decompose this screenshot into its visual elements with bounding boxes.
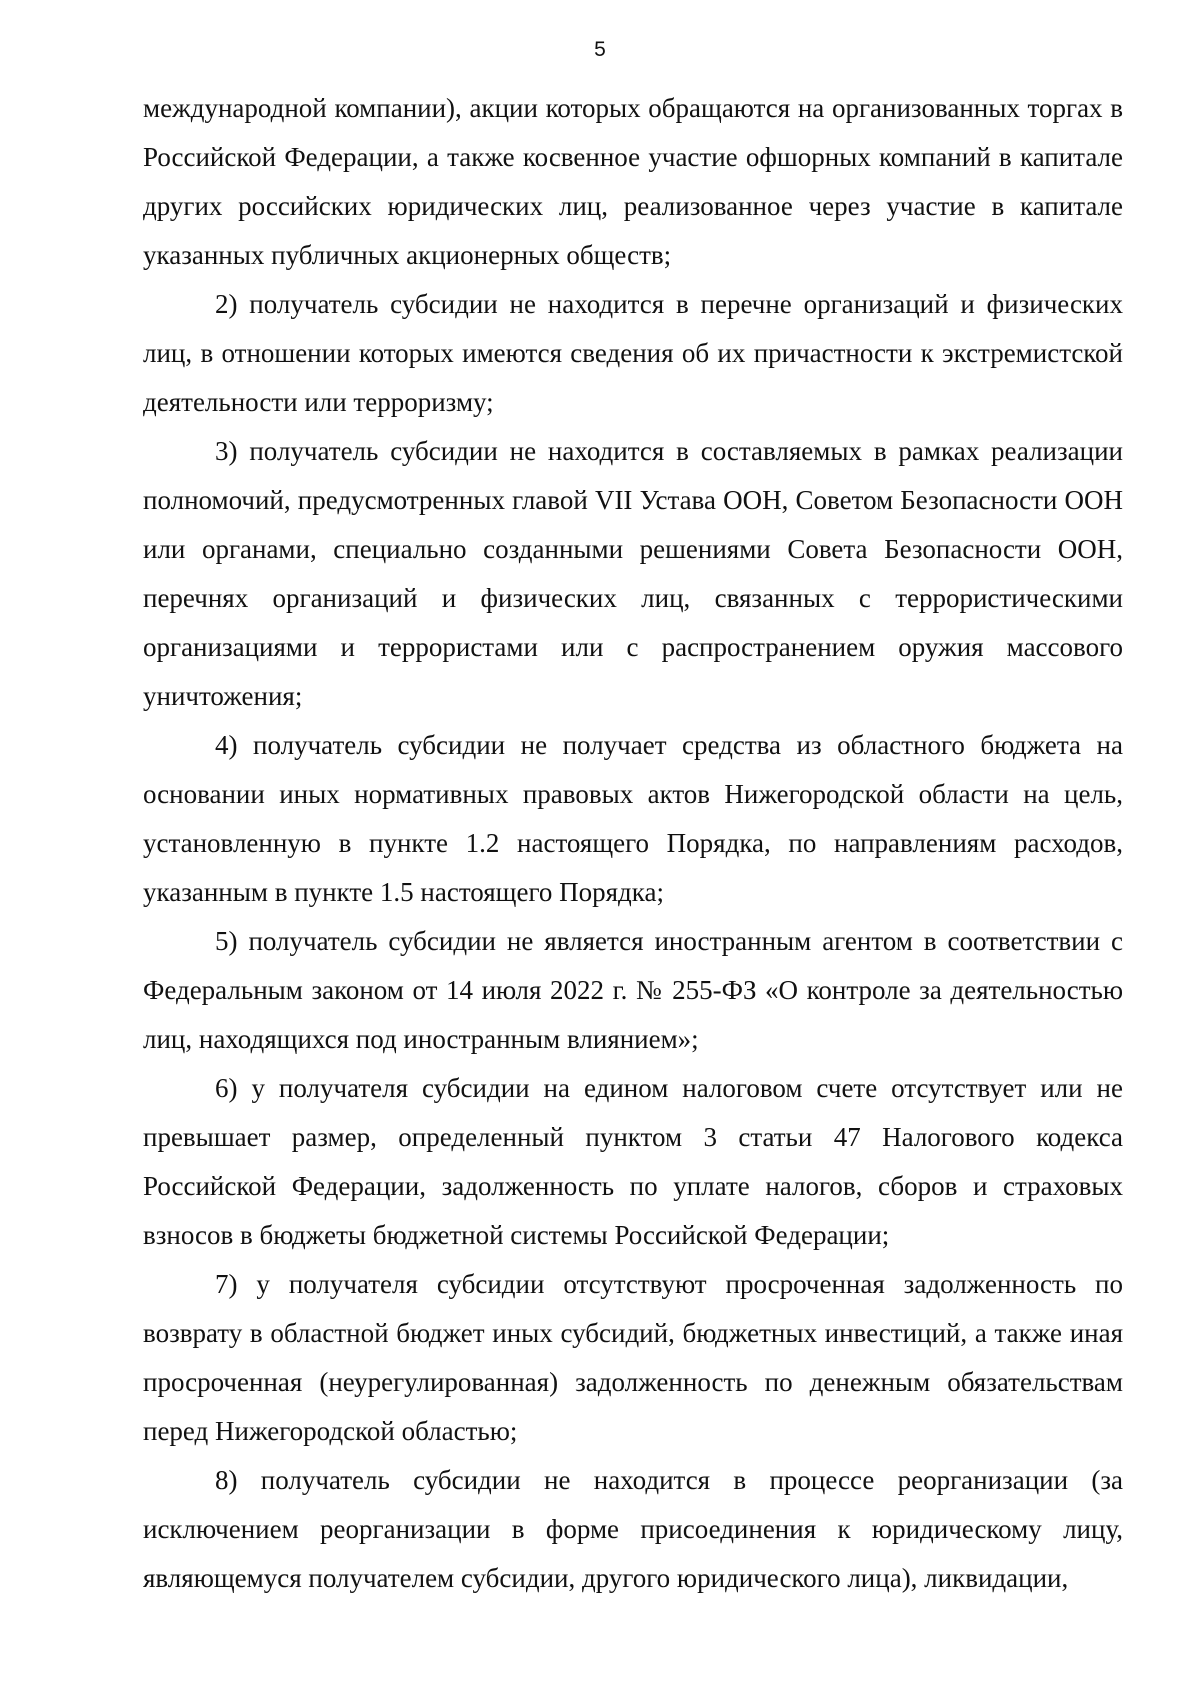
paragraph-item-8: 8) получатель субсидии не находится в процессе реорганизации (за исключением реорганизации в форме присоединения к юридическому лицу, являющемуся получателем субсидии, другого юридического лица), ликвидации,	[143, 1465, 1123, 1593]
paragraph-item-6: 6) у получателя субсидии на едином налоговом счете отсутствует или не превышает размер, определенный пунктом 3 статьи 47 Налогового кодекса Российской Федерации, задолженность по уплате налогов, сборов и страховых взносов в бюджеты бюджетной системы Российской Федерации;	[143, 1073, 1123, 1250]
paragraph-item-5: 5) получатель субсидии не является иностранным агентом в соответствии с Федеральным законом от 14 июля 2022 г. № 255-ФЗ «О контроле за деятельностью лиц, находящихся под иностранным влиянием»;	[143, 926, 1123, 1054]
paragraph-item-2: 2) получатель субсидии не находится в перечне организаций и физических лиц, в отношении которых имеются сведения об их причастности к экстремистской деятельности или терроризму;	[143, 289, 1123, 417]
paragraph-continuation: международной компании), акции которых обращаются на организованных торгах в Российской Федерации, а также косвенное участие офшорных компаний в капитале других российских юридических лиц, реализованное через участие в капитале указанных публичных акционерных обществ;	[143, 93, 1123, 270]
paragraph-item-3: 3) получатель субсидии не находится в составляемых в рамках реализации полномочий, предусмотренных главой VII Устава ООН, Советом Безопасности ООН или органами, специально созданными решениями Совета Безопасности ООН, перечнях организаций и физических лиц, связанных с террористическими организациями и террористами или с распространением оружия массового уничтожения;	[143, 436, 1123, 711]
document-body	[143, 84, 1123, 1603]
paragraph-item-7: 7) у получателя субсидии отсутствуют просроченная задолженность по возврату в областной бюджет иных субсидий, бюджетных инвестиций, а также иная просроченная (неурегулированная) задолженность по денежным обязательствам перед Нижегородской областью;	[143, 1269, 1123, 1446]
page-number: 5	[594, 38, 606, 61]
paragraph-item-4: 4) получатель субсидии не получает средства из областного бюджета на основании иных нормативных правовых актов Нижегородской области на цель, установленную в пункте 1.2 настоящего Порядка, по направлениям расходов, указанным в пункте 1.5 настоящего Порядка;	[143, 730, 1123, 907]
